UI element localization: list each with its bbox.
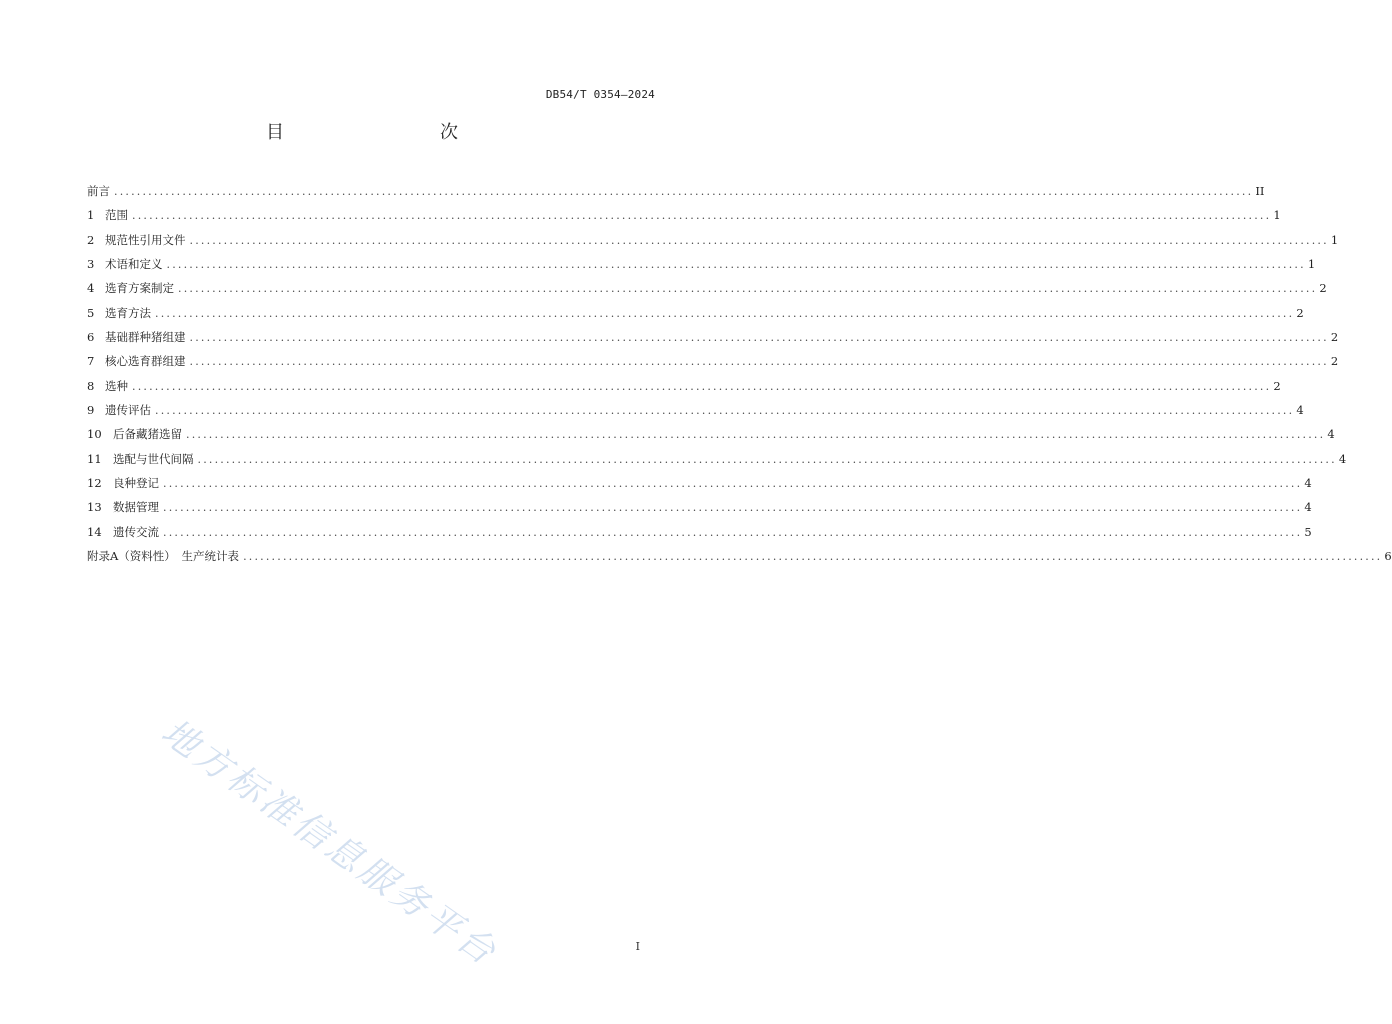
toc-leader-dots: ........................................................................................................................................................................................................ (243, 550, 1383, 564)
toc-entry-label: 规范性引用文件 (105, 232, 186, 247)
toc-leader-dots: ........................................................................................................................................................................................................ (166, 258, 1306, 272)
toc-leader-dots: ........................................................................................................................................................................................................ (163, 525, 1303, 539)
toc-entry-number: 6 (87, 330, 95, 345)
toc-entry-page: 1 (1330, 232, 1339, 247)
toc-entry-page: 4 (1304, 500, 1312, 515)
toc-leader-dots: ........................................................................................................................................................................................................ (114, 185, 1254, 198)
toc-entry[interactable] (87, 376, 1281, 400)
toc-leader-dots: ........................................................................................................................................................................................................ (189, 355, 1329, 369)
toc-entry[interactable] (87, 522, 1312, 546)
toc-entry-label: 核心选育群组建 (105, 354, 186, 369)
toc-entry[interactable] (87, 351, 1339, 375)
toc-entry-page: 2 (1330, 330, 1339, 345)
toc-entry[interactable] (87, 546, 1392, 570)
toc-entry-label: 选育方法 (105, 305, 151, 320)
page-number: I (635, 940, 640, 953)
toc-leader-dots: ........................................................................................................................................................................................................ (155, 404, 1295, 418)
table-of-contents (87, 181, 1392, 571)
toc-entry[interactable] (87, 497, 1312, 521)
toc-entry[interactable] (87, 254, 1316, 278)
toc-entry-page: 2 (1296, 305, 1304, 320)
toc-entry-label: 选种 (105, 378, 128, 393)
toc-entry-label: 选育方案制定 (105, 281, 174, 296)
toc-entry-page: 2 (1330, 354, 1339, 369)
watermark: 地方标准信息服务平台 (153, 711, 506, 975)
toc-entry-number: 5 (87, 305, 95, 320)
toc-entry-page: 5 (1304, 524, 1312, 539)
toc-entry-number: 9 (87, 403, 95, 418)
toc-entry[interactable] (87, 327, 1339, 351)
toc-entry-page: 4 (1296, 403, 1304, 418)
toc-entry-number: 3 (87, 257, 95, 272)
toc-entry[interactable] (87, 205, 1281, 229)
toc-entry-page: II (1255, 184, 1265, 198)
toc-entry-label: 范围 (105, 208, 128, 223)
toc-leader-dots: ........................................................................................................................................................................................................ (189, 331, 1329, 345)
toc-entry[interactable] (87, 449, 1347, 473)
standard-code: DB54/T 0354—2024 (545, 88, 655, 101)
toc-entry-label: 遗传交流 (113, 524, 159, 539)
toc-entry-label: 前言 (87, 184, 110, 198)
toc-entry[interactable] (87, 424, 1335, 448)
toc-entry-page: 2 (1273, 378, 1281, 393)
toc-entry-page: 4 (1338, 451, 1347, 466)
toc-entry-number: 13 (87, 500, 102, 515)
toc-leader-dots: ........................................................................................................................................................................................................ (197, 452, 1337, 466)
toc-entry-number: 10 (87, 427, 102, 442)
toc-title: 目 次 (266, 122, 498, 143)
toc-entry[interactable] (87, 473, 1312, 497)
toc-entry-page: 4 (1327, 427, 1335, 442)
toc-entry-label: 基础群种猪组建 (105, 330, 186, 345)
toc-entry-number: 8 (87, 378, 95, 393)
toc-entry[interactable] (87, 400, 1304, 424)
toc-entry-label: 选配与世代间隔 (113, 451, 194, 466)
toc-entry-page: 1 (1307, 257, 1316, 272)
toc-entry-page: 6 (1384, 549, 1392, 564)
toc-leader-dots: ........................................................................................................................................................................................................ (132, 379, 1272, 393)
toc-entry-number: 14 (87, 524, 102, 539)
toc-entry-label: 术语和定义 (105, 257, 163, 272)
toc-leader-dots: ........................................................................................................................................................................................................ (178, 282, 1318, 296)
toc-entry-page: 4 (1304, 476, 1312, 491)
toc-entry-page: 1 (1273, 208, 1281, 223)
toc-leader-dots: ........................................................................................................................................................................................................ (163, 501, 1303, 515)
toc-entry-number: 11 (87, 451, 102, 466)
toc-leader-dots: ........................................................................................................................................................................................................ (163, 477, 1303, 491)
toc-entry-label: 遗传评估 (105, 403, 151, 418)
toc-entry-number: 7 (87, 354, 95, 369)
toc-entry-number: 12 (87, 476, 102, 491)
toc-entry[interactable] (87, 303, 1304, 327)
toc-entry-number: 4 (87, 281, 95, 296)
toc-entry-label: 后备藏猪选留 (113, 427, 182, 442)
toc-leader-dots: ........................................................................................................................................................................................................ (186, 428, 1326, 442)
toc-entry-number: 1 (87, 208, 95, 223)
toc-entry-label: 附录A（资料性） 生产统计表 (87, 549, 240, 564)
toc-entry[interactable] (87, 181, 1265, 205)
toc-entry-number: 2 (87, 232, 95, 247)
toc-leader-dots: ........................................................................................................................................................................................................ (132, 209, 1272, 223)
toc-entry-page: 2 (1319, 281, 1327, 296)
toc-entry-label: 数据管理 (113, 500, 159, 515)
toc-entry-label: 良种登记 (113, 476, 159, 491)
toc-entry[interactable] (87, 230, 1339, 254)
toc-entry[interactable] (87, 278, 1327, 302)
toc-leader-dots: ........................................................................................................................................................................................................ (189, 233, 1329, 247)
toc-leader-dots: ........................................................................................................................................................................................................ (155, 306, 1295, 320)
